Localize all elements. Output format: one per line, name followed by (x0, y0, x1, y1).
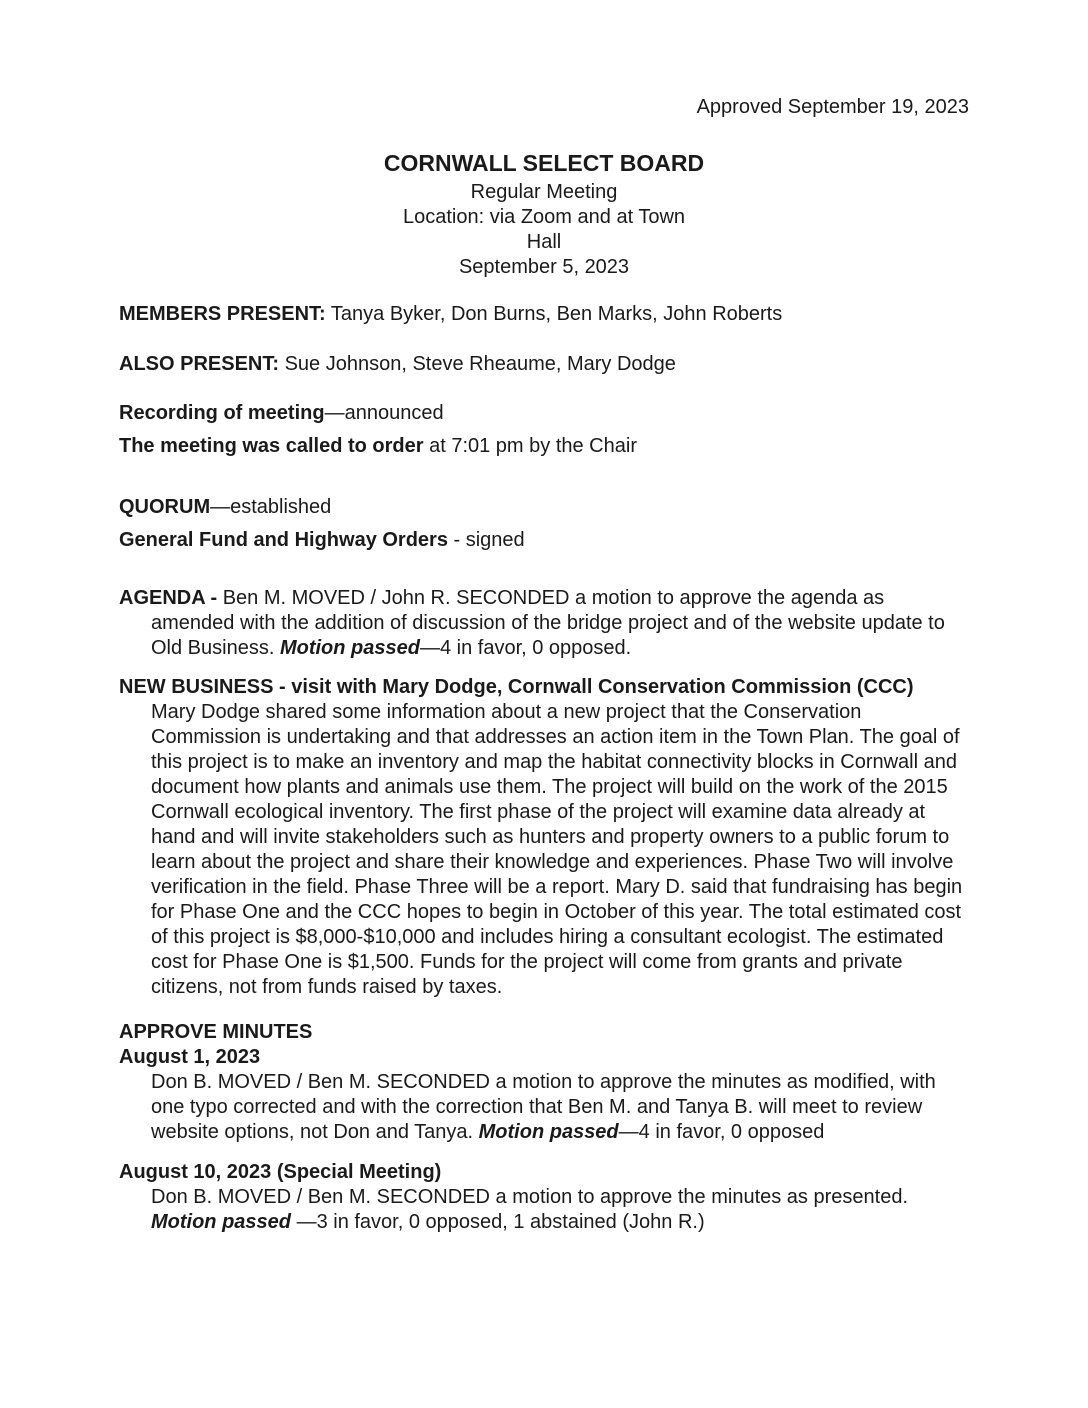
minutes-body (119, 302, 971, 1235)
call-to-order (119, 434, 971, 459)
recording-note (119, 401, 971, 426)
aug10-result: —3 in favor, 0 opposed, 1 abstained (John R.) (291, 1211, 705, 1233)
meeting-location: Location: via Zoom and at Town Hall (402, 206, 686, 253)
members-present-label: MEMBERS PRESENT: (119, 303, 326, 325)
members-present-value: Tanya Byker, Don Burns, Ben Marks, John Roberts (325, 303, 783, 325)
aug1-date: August 1, 2023 (119, 1046, 261, 1068)
agenda-section (119, 586, 971, 661)
recording-value: —announced (324, 402, 444, 424)
new-business-text: Mary Dodge shared some information about a new project that the Conservation Commission is undertaking and that addresses an action item in the Town Plan. The goal of this project is to make an inventory and map the habitat connectivity blocks in Cornwall and document how plants and animals use them. The project will build on the work of the 2015 Cornwall ecological inventory. The first phase of the project will examine data already at hand and will invite stakeholders such as hunters and property owners to a public forum to learn about the project and share their knowledge and experiences. Phase Two will involve verification in the field. Phase Three will be a report. Mary D. said that fundraising has begin for Phase One and the CCC hopes to begin in October of this year. The total estimated cost of this project is $8,000-$10,000 and includes hiring a consultant ecologist. The estimated cost for Phase One is $1,500. Funds for the project will come from grants and private citizens, not from funds raised by taxes. (151, 701, 963, 998)
also-present-value: Sue Johnson, Steve Rheaume, Mary Dodge (279, 353, 676, 375)
members-present (119, 302, 971, 327)
document-header (0, 150, 1088, 280)
meeting-date: September 5, 2023 (458, 256, 630, 278)
approve-minutes-heading: APPROVE MINUTES (119, 1021, 313, 1043)
new-business-heading: NEW BUSINESS - visit with Mary Dodge, Cornwall Conservation Commission (CCC) (119, 676, 914, 698)
quorum-value: —established (210, 496, 332, 518)
quorum (119, 495, 971, 520)
document-title: CORNWALL SELECT BOARD (383, 150, 705, 176)
agenda-motion: Motion passed (279, 637, 420, 659)
meeting-type: Regular Meeting (470, 181, 618, 203)
call-to-order-label: The meeting was called to order (119, 435, 424, 457)
orders-label: General Fund and Highway Orders (119, 529, 448, 551)
also-present (119, 352, 971, 377)
aug10-date: August 10, 2023 (Special Meeting) (119, 1161, 442, 1183)
aug1-minutes (119, 1070, 971, 1145)
agenda-label: AGENDA - (119, 587, 223, 609)
aug10-minutes (119, 1185, 971, 1235)
aug1-text: Don B. MOVED / Ben M. SECONDED a motion to approve the minutes as modified, with one typo corrected and with the correction that Ben M. and Tanya B. will meet to review website options, not Don and Tanya. (151, 1071, 936, 1143)
approval-date: Approved September 19, 2023 (696, 96, 969, 118)
also-present-label: ALSO PRESENT: (119, 353, 280, 375)
quorum-label: QUORUM (119, 496, 211, 518)
orders (119, 528, 971, 553)
aug1-motion: Motion passed (478, 1121, 619, 1143)
orders-value: - signed (447, 529, 525, 551)
agenda-text: Ben M. MOVED / John R. SECONDED a motion to approve the agenda as amended with the addition of discussion of the bridge project and of the website update to Old Business. (151, 587, 945, 659)
recording-label: Recording of meeting (119, 402, 325, 424)
aug10-text: Don B. MOVED / Ben M. SECONDED a motion to approve the minutes as presented. (151, 1186, 909, 1208)
call-to-order-value: at 7:01 pm by the Chair (423, 435, 637, 457)
aug1-result: —4 in favor, 0 opposed (618, 1121, 825, 1143)
agenda-result: —4 in favor, 0 opposed. (419, 637, 632, 659)
aug10-motion: Motion passed (151, 1211, 292, 1233)
